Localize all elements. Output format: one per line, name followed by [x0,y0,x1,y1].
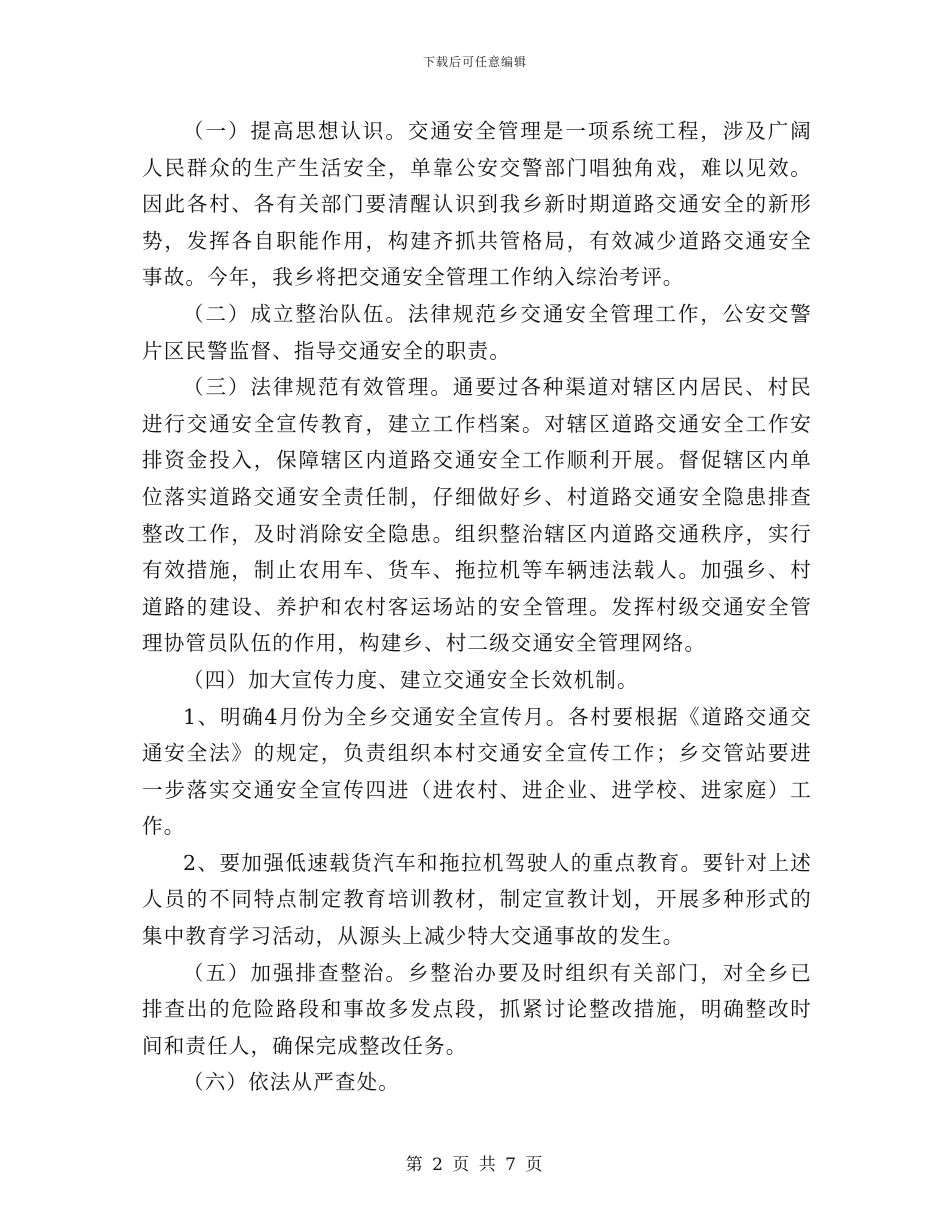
paragraph-2: （二）成立整治队伍。法律规范乡交通安全管理工作，公安交警片区民警监督、指导交通安全的职责。 [142,301,812,363]
paragraph-1: （一）提高思想认识。交通安全管理是一项系统工程，涉及广阔人民群众的生产生活安全，单靠公安交警部门唱独角戏，难以见效。因此各村、各有关部门要清醒认识到我乡新时期道路交通安全的新形势，发挥各自职能作用，构建齐抓共管格局，有效减少道路交通安全事故。今年，我乡将把交通安全管理工作纳入综治考评。 [142,119,812,290]
paragraph-5: 1、明确4月份为全乡交通安全宣传月。各村要根据《道路交通交通安全法》的规定，负责组织本村交通安全宣传工作；乡交管站要进一步落实交通安全宣传四进（进农村、进企业、进学校、进家庭）工作。 [142,704,812,839]
footer-suffix: 页 [525,1155,545,1175]
header-note: 下载后可任意编辑 [422,55,527,69]
footer-current-page: 2 [432,1155,445,1175]
page-footer [0,1150,950,1175]
paragraph-4: （四）加大宣传力度、建立交通安全长效机制。 [183,667,639,692]
footer-prefix: 第 [405,1155,425,1175]
footer-total-word: 共 [478,1155,498,1175]
paragraph-3: （三）法律规范有效管理。通要过各种渠道对辖区内居民、村民进行交通安全宣传教育，建立工作档案。对辖区道路交通安全工作安排资金投入，保障辖区内道路交通安全工作顺利开展。督促辖区内单位落实道路交通安全责任制，仔细做好乡、村道路交通安全隐患排查整改工作，及时消除安全隐患。组织整治辖区内道路交通秩序，实行有效措施，制止农用车、货车、拖拉机等车辆违法载人。加强乡、村道路的建设、养护和农村客运场站的安全管理。发挥村级交通安全管理协管员队伍的作用，构建乡、村二级交通安全管理网络。 [142,375,812,656]
footer-total-pages: 7 [505,1155,518,1175]
paragraph-7: （五）加强排查整治。乡整治办要及时组织有关部门，对全乡已排查出的危险路段和事故多发点段，抓紧讨论整改措施，明确整改时间和责任人，确保完成整改任务。 [142,960,812,1058]
paragraph-8: （六）依法从严查处。 [183,1070,400,1095]
paragraph-6: 2、要加强低速载货汽车和拖拉机驾驶人的重点教育。要针对上述人员的不同特点制定教育培训教材，制定宣教计划，开展多种形式的集中教育学习活动，从源头上减少特大交通事故的发生。 [142,850,812,949]
footer-page-word: 页 [452,1155,472,1175]
document-body [142,113,812,1101]
